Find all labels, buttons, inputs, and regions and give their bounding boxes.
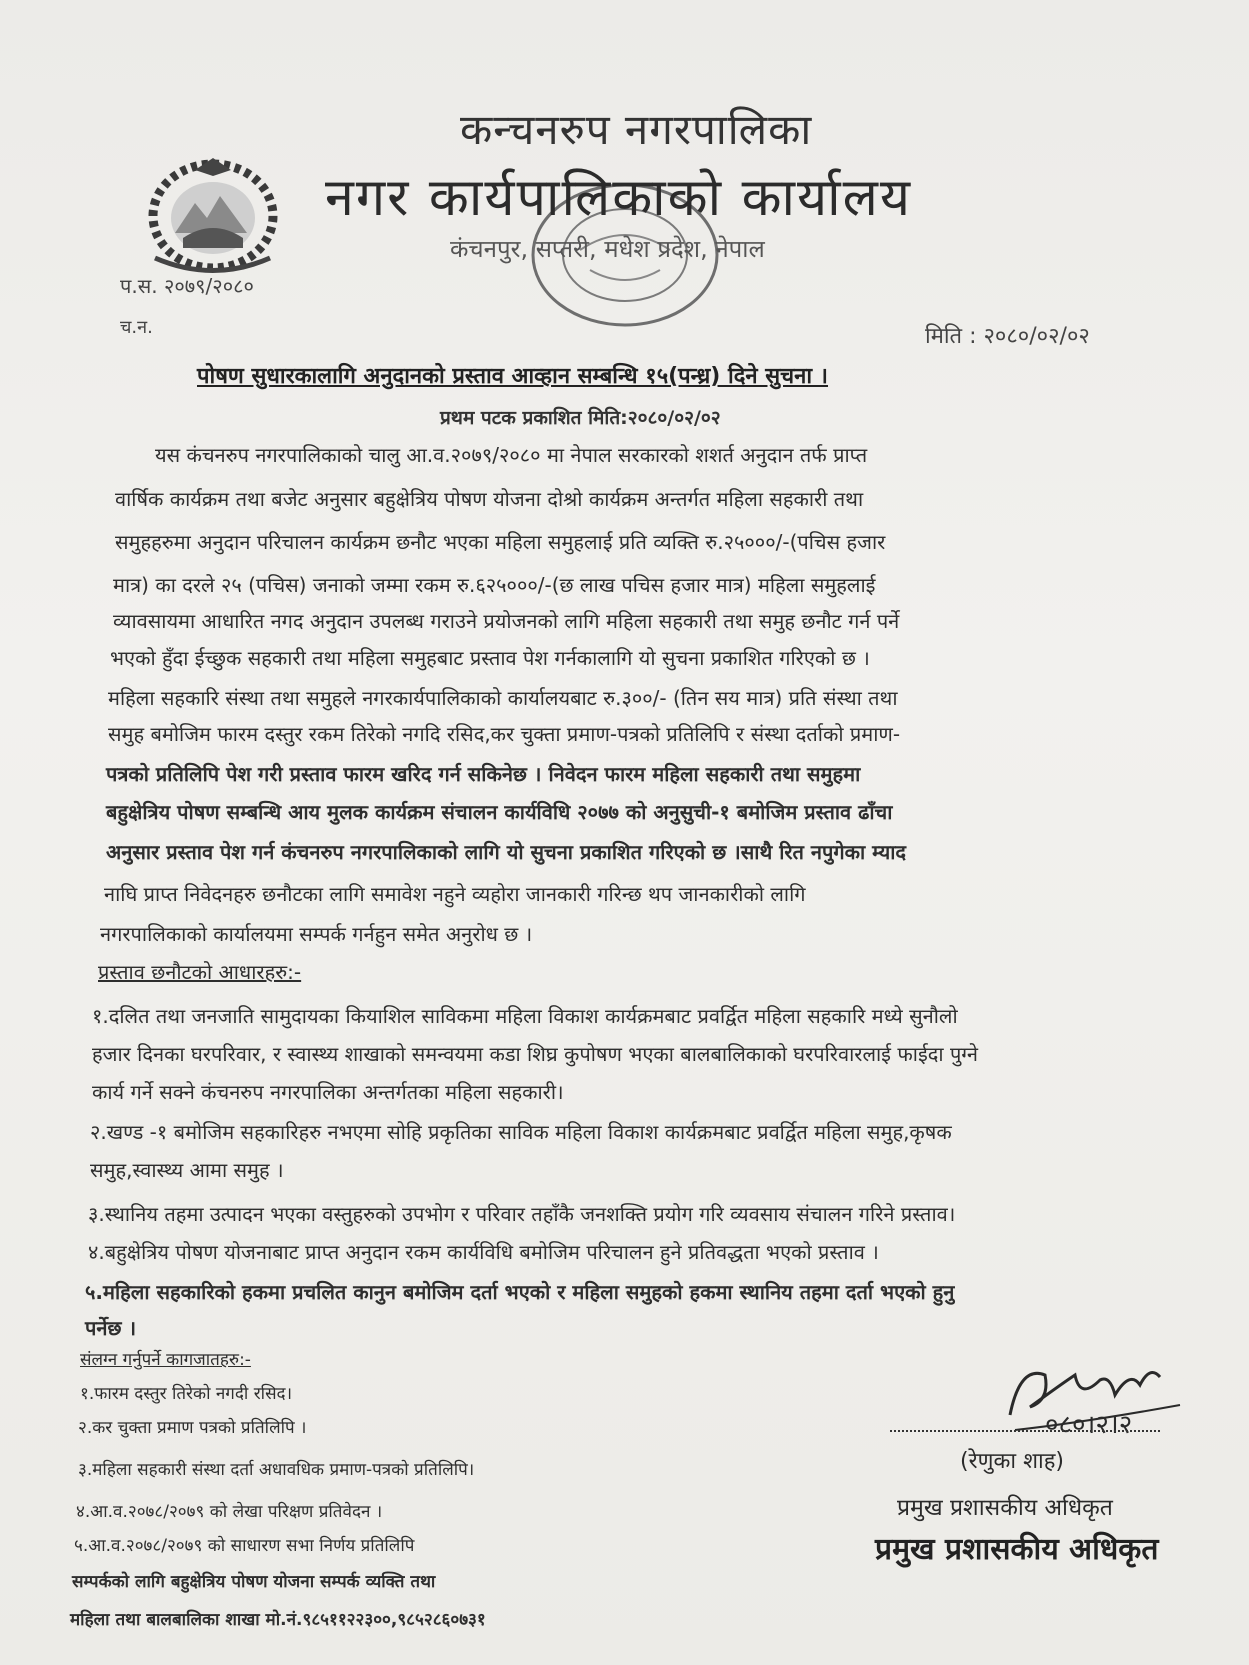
first-published-date: प्रथम पटक प्रकाशित मिति:२०८०/०२/०२ [440,407,721,429]
body-line: समुह बमोजिम फारम दस्तुर रकम तिरेको नगदि रसिद,कर चुक्ता प्रमाण-पत्रको प्रतिलिपि र संस्था दर्ताको प्रमाण- [108,722,901,746]
criteria-line: कार्य गर्ने सक्ने कंचनरुप नगरपालिका अन्तर्गतका महिला सहकारी। [92,1080,564,1104]
attachments-heading: संलग्न गर्नुपर्ने कागजातहरु:- [80,1350,251,1370]
notice-date: मिति : २०८०/०२/०२ [925,324,1090,349]
criteria-line: १.दलित तथा जनजाति सामुदायका कियाशिल साविकमा महिला विकाश कार्यक्रमबाट प्रवर्द्वित महिला सहकारि मध्ये सुनौलो [92,1004,958,1028]
signed-date: ०८०।२।२ [1045,1410,1133,1440]
dispatch-number: च.न. [120,317,153,338]
criteria-line: ३.स्थानिय तहमा उत्पादन भएका वस्तुहरुको उपभोग र परिवार तहाँकै जनशक्ति प्रयोग गरि व्यवसाय संचालन गरिने प्रस्ताव। [88,1202,956,1226]
body-line: वार्षिक कार्यक्रम तथा बजेट अनुसार बहुक्षेत्रिय पोषण योजना दोश्रो कार्यक्रम अन्तर्गत महिला सहकारी तथा [115,487,864,511]
attachment-item: १.फारम दस्तुर तिरेको नगदी रसिद। [80,1384,293,1404]
body-line: समुहहरुमा अनुदान परिचालन कार्यक्रम छनौट भएका महिला समुहलाई प्रति व्यक्ति रु.२५०००/-(पचिस हजार [115,530,886,554]
criteria-line: २.खण्ड -१ बमोजिम सहकारिहरु नभएमा सोहि प्रकृतिका साविक महिला विकाश कार्यक्रमबाट प्रवर्द्वित महिला समुह,कृषक [90,1120,952,1144]
contact-line: सम्पर्कको लागि बहुक्षेत्रिय पोषण योजना सम्पर्क व्यक्ति तथा [72,1572,436,1592]
signature-line [890,1430,1160,1432]
nepal-emblem-icon [135,148,290,278]
criteria-line: पर्नेछ । [85,1316,137,1340]
body-line: महिला सहकारि संस्था तथा समुहले नगरकार्यपालिकाको कार्यालयबाट रु.३००/- (तिन सय मात्र) प्रति संस्था तथा [108,686,898,710]
office-name: नगर कार्यपालिकाको कार्यालय [325,168,913,228]
attachment-item: ५.आ.व.२०७८/२०७९ को साधारण सभा निर्णय प्रतिलिपि [74,1536,415,1556]
signatory-name: (रेणुका शाह) [960,1449,1064,1474]
reference-number: प.स. २०७९/२०८० [120,274,254,298]
body-line: मात्र) का दरले २५ (पचिस) जनाको जम्मा रकम रु.६२५०००/-(छ लाख पचिस हजार मात्र) महिला समुहलाई [113,573,876,597]
body-line: यस कंचनरुप नगरपालिकाको चालु आ.व.२०७९/२०८० मा नेपाल सरकारको शशर्त अनुदान तर्फ प्राप्त [155,443,868,467]
handwritten-signature [990,1345,1200,1440]
body-line: व्यावसायमा आधारित नगद अनुदान उपलब्ध गराउने प्रयोजनको लागि महिला सहकारी तथा समुह छनौट गर्न पर्ने [113,609,900,633]
criteria-line: हजार दिनका घरपरिवार, र स्वास्थ्य शाखाको समन्वयमा कडा शिघ्र कुपोषण भएका बालबालिकाको घरपरिवारलाई फाईदा पुग्ने [92,1042,979,1066]
body-line: बहुक्षेत्रिय पोषण सम्बन्धि आय मुलक कार्यक्रम संचालन कार्यविधि २०७७ को अनुसुची-१ बमोजिम प्रस्ताव ढाँचा [106,800,893,824]
municipality-name: कन्चनरुप नगरपालिका [460,105,813,154]
office-address: कंचनपुर, सप्तरी, मधेश प्रदेश, नेपाल [450,235,765,263]
criteria-line: ५.महिला सहकारिको हकमा प्रचलित कानुन बमोजिम दर्ता भएको र महिला समुहको हकमा स्थानिय तहमा दर्ता भएको हुनु [85,1280,955,1304]
body-line: अनुसार प्रस्ताव पेश गर्न कंचनरुप नगरपालिकाको लागि यो सुचना प्रकाशित गरिएको छ ।साथै रित नपुगेका म्याद [106,840,907,864]
contact-line: महिला तथा बालबालिका शाखा मो.नं.९८५११२२३००,९८५२८६०७३१ [70,1610,486,1630]
criteria-line: ४.बहुक्षेत्रिय पोषण योजनाबाट प्राप्त अनुदान रकम कार्यविधि बमोजिम परिचालन हुने प्रतिवद्धता भएको प्रस्ताव । [88,1240,879,1264]
attachment-item: २.कर चुक्ता प्रमाण पत्रको प्रतिलिपि । [78,1418,307,1438]
body-line: भएको हुँदा ईच्छुक सहकारी तथा महिला समुहबाट प्रस्ताव पेश गर्नकालागि यो सुचना प्रकाशित गरिएको छ । [110,646,870,670]
criteria-line: समुह,स्वास्थ्य आमा समुह । [90,1158,284,1182]
signatory-designation: प्रमुख प्रशासकीय अधिकृत [897,1495,1113,1521]
designation-stamp: प्रमुख प्रशासकीय अधिकृत [875,1532,1159,1567]
criteria-heading: प्रस्ताव छनौटको आधारहरु:- [98,960,302,984]
body-line: नगरपालिकाको कार्यालयमा सम्पर्क गर्नहुन समेत अनुरोध छ । [100,922,533,946]
body-line: नाघि प्राप्त निवेदनहरु छनौटका लागि समावेश नहुने व्यहोरा जानकारी गरिन्छ थप जानकारीको लागि [104,882,806,906]
attachment-item: ४.आ.व.२०७८/२०७९ को लेखा परिक्षण प्रतिवेदन । [76,1502,383,1522]
attachment-item: ३.महिला सहकारी संस्था दर्ता अधावधिक प्रमाण-पत्रको प्रतिलिपि। [78,1460,475,1480]
notice-title: पोषण सुधारकालागि अनुदानको प्रस्ताव आव्हान सम्बन्धि १५(पन्ध्र) दिने सुचना । [197,364,829,389]
body-line: पत्रको प्रतिलिपि पेश गरी प्रस्ताव फारम खरिद गर्न सकिनेछ । निवेदन फारम महिला सहकारी तथा समुहमा [106,762,861,786]
